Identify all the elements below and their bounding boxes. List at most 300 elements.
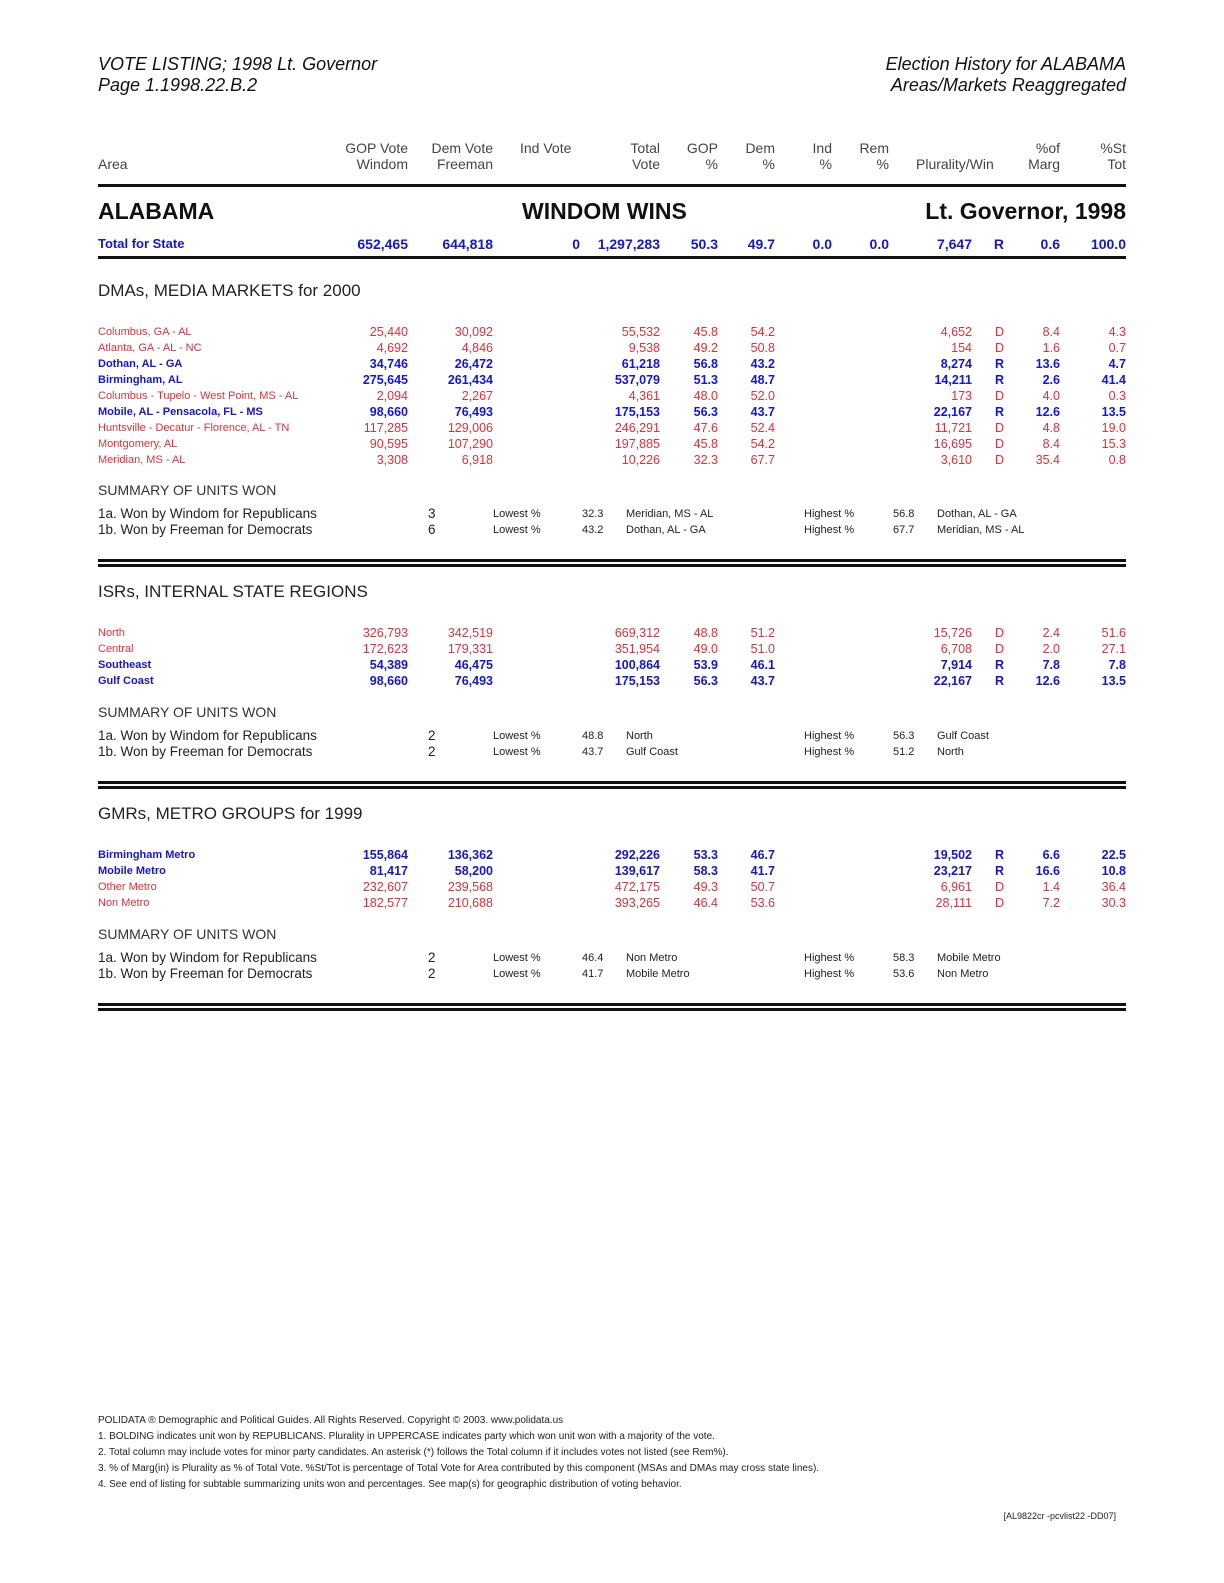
summary-row (98, 728, 1126, 744)
cell-margin-pct: 7.8 (1042, 658, 1060, 672)
cell-gop-vote: 172,623 (362, 642, 408, 656)
table-row (98, 372, 1126, 388)
cell-gop-pct: 58.3 (693, 864, 718, 878)
cell-dem-vote: 76,493 (454, 405, 493, 419)
cell-total-vote: 9,538 (628, 341, 660, 355)
highest-value: 67.7 (893, 524, 915, 536)
cell-total-vote: 246,291 (614, 421, 660, 435)
cell-party: D (994, 421, 1004, 435)
col-marg-2: Marg (1028, 156, 1060, 172)
table-row (98, 404, 1126, 420)
summary-label: 1b. Won by Freeman for Democrats (98, 966, 313, 981)
cell-gop-vote: 98,660 (369, 405, 408, 419)
cell-area: Mobile, AL - Pensacola, FL - MS (98, 406, 263, 418)
cell-party: D (994, 325, 1004, 339)
report-title: VOTE LISTING; 1998 Lt. Governor (98, 54, 378, 74)
highest-label: Highest % (804, 968, 855, 980)
lowest-value: 43.2 (582, 524, 604, 536)
summary-label: 1b. Won by Freeman for Democrats (98, 744, 313, 759)
summary-row (98, 950, 1126, 966)
lowest-area: Meridian, MS - AL (626, 508, 714, 520)
cell-party: D (994, 453, 1004, 467)
cell-area: Other Metro (98, 881, 157, 893)
cell-area: Mobile Metro (98, 865, 166, 877)
cell-area: Columbus - Tupelo - West Point, MS - AL (98, 390, 299, 402)
total-dem-pct: 49.7 (747, 236, 775, 252)
total-ind: 0 (572, 236, 580, 252)
cell-dem-vote: 4,846 (461, 341, 493, 355)
lowest-area: Gulf Coast (626, 746, 678, 758)
cell-plurality: 11,721 (934, 421, 972, 435)
total-plurality: 7,647 (936, 236, 972, 252)
copyright-note: POLIDATA ® Demographic and Political Guides. All Rights Reserved. Copyright © 2003. www.polidata.us (98, 1415, 564, 1426)
col-dem-vote-2: Freeman (436, 156, 493, 172)
cell-dem-vote: 46,475 (454, 658, 493, 672)
total-area: Total for State (98, 236, 185, 251)
section-divider-dma (98, 559, 1126, 567)
cell-margin-pct: 1.6 (1042, 341, 1060, 355)
cell-gop-pct: 53.9 (693, 658, 718, 672)
summary-count: 6 (428, 522, 436, 537)
cell-margin-pct: 2.4 (1042, 626, 1060, 640)
cell-area: Non Metro (98, 897, 150, 909)
lowest-area: Non Metro (626, 952, 678, 964)
col-total-2: Vote (631, 156, 660, 172)
cell-gop-vote: 4,692 (376, 341, 408, 355)
summary-title-dma: SUMMARY OF UNITS WON (98, 482, 277, 498)
section-title-isr: ISRs, INTERNAL STATE REGIONS (98, 582, 368, 601)
highest-label: Highest % (804, 524, 855, 536)
cell-dem-vote: 58,200 (454, 864, 493, 878)
summary-count: 2 (428, 950, 436, 965)
cell-gop-vote: 54,389 (369, 658, 408, 672)
cell-gop-vote: 326,793 (362, 626, 408, 640)
cell-party: D (994, 642, 1004, 656)
table-row (98, 324, 1126, 340)
cell-total-vote: 537,079 (614, 373, 660, 387)
lowest-area: Dothan, AL - GA (626, 524, 706, 536)
footnote-3: 3. % of Marg(in) is Plurality as % of Total Vote. %St/Tot is percentage of Total Vote for Area contributed by this component (MSAs and DMAs may cross state lines). (98, 1463, 820, 1474)
highest-value: 56.8 (893, 508, 915, 520)
table-row (98, 388, 1126, 404)
cell-dem-vote: 239,568 (447, 880, 493, 894)
col-ind-vote: Ind Vote (520, 140, 572, 156)
table-row (98, 847, 1126, 863)
cell-state-pct: 0.8 (1108, 453, 1126, 467)
col-rem-pct-1: Rem (859, 140, 889, 156)
col-total-1: Total (630, 140, 660, 156)
cell-plurality: 22,167 (933, 405, 972, 419)
summary-row (98, 966, 1126, 982)
cell-gop-vote: 117,285 (363, 421, 408, 435)
cell-party: R (994, 357, 1004, 371)
cell-gop-pct: 45.8 (693, 437, 718, 451)
cell-area: Meridian, MS - AL (98, 454, 186, 466)
cell-area: Birmingham, AL (98, 374, 183, 386)
footnote-4: 4. See end of listing for subtable summarizing units won and percentages. See map(s) for geographic distribution of voting behavior. (98, 1479, 682, 1490)
cell-gop-vote: 25,440 (369, 325, 408, 339)
cell-dem-vote: 136,362 (447, 848, 493, 862)
cell-party: D (994, 389, 1004, 403)
cell-gop-pct: 51.3 (693, 373, 718, 387)
cell-gop-pct: 46.4 (693, 896, 718, 910)
cell-party: R (994, 864, 1004, 878)
highest-value: 53.6 (893, 968, 915, 980)
cell-party: D (994, 437, 1004, 451)
cell-gop-pct: 47.6 (693, 421, 718, 435)
total-ind-pct: 0.0 (812, 236, 832, 252)
cell-plurality: 3,610 (940, 453, 972, 467)
cell-total-vote: 472,175 (614, 880, 660, 894)
cell-dem-pct: 52.4 (750, 421, 775, 435)
total-rem-pct: 0.0 (869, 236, 889, 252)
report-subject: Election History for ALABAMA (885, 54, 1126, 74)
cell-margin-pct: 12.6 (1035, 674, 1060, 688)
total-dem: 644,818 (442, 236, 493, 252)
summary-count: 2 (428, 728, 436, 743)
highest-value: 51.2 (893, 746, 915, 758)
cell-gop-vote: 34,746 (369, 357, 408, 371)
cell-area: Huntsville - Decatur - Florence, AL - TN (98, 422, 290, 434)
cell-dem-pct: 53.6 (750, 896, 775, 910)
cell-dem-vote: 2,267 (461, 389, 493, 403)
cell-dem-pct: 43.7 (750, 674, 775, 688)
cell-margin-pct: 13.6 (1035, 357, 1060, 371)
cell-plurality: 8,274 (940, 357, 972, 371)
col-st-2: Tot (1107, 156, 1126, 172)
cell-dem-pct: 67.7 (750, 453, 775, 467)
table-row (98, 863, 1126, 879)
cell-gop-vote: 2,094 (376, 389, 408, 403)
col-area: Area (98, 156, 128, 172)
cell-area: North (98, 627, 125, 639)
cell-party: R (994, 848, 1004, 862)
summary-count: 3 (428, 506, 436, 521)
highest-area: Meridian, MS - AL (937, 524, 1025, 536)
cell-area: Atlanta, GA - AL - NC (98, 342, 202, 354)
cell-gop-vote: 98,660 (369, 674, 408, 688)
lowest-value: 43.7 (582, 746, 604, 758)
cell-dem-vote: 107,290 (447, 437, 493, 451)
cell-dem-pct: 50.7 (750, 880, 775, 894)
summary-title-gmr: SUMMARY OF UNITS WON (98, 926, 277, 942)
cell-margin-pct: 12.6 (1035, 405, 1060, 419)
cell-area: Birmingham Metro (98, 849, 196, 861)
footnote-2: 2. Total column may include votes for minor party candidates. An asterisk (*) follows the Total column if it includes votes not listed (see Rem%). (98, 1447, 729, 1458)
cell-total-vote: 197,885 (614, 437, 660, 451)
cell-margin-pct: 8.4 (1042, 325, 1060, 339)
lowest-value: 32.3 (582, 508, 604, 520)
cell-dem-pct: 52.0 (750, 389, 775, 403)
cell-party: R (994, 405, 1004, 419)
cell-dem-pct: 51.2 (750, 626, 775, 640)
cell-party: D (994, 626, 1004, 640)
col-dem-pct-1: Dem (745, 140, 775, 156)
highest-area: Mobile Metro (937, 952, 1001, 964)
summary-label: 1a. Won by Windom for Republicans (98, 950, 317, 965)
race-title: Lt. Governor, 1998 (925, 198, 1126, 224)
table-row (98, 452, 1126, 468)
cell-plurality: 14,211 (934, 373, 972, 387)
footnote-1: 1. BOLDING indicates unit won by REPUBLICANS. Plurality in UPPERCASE indicates party which won unit won with a majority of the vote. (98, 1431, 715, 1442)
cell-plurality: 16,695 (933, 437, 972, 451)
cell-dem-pct: 46.7 (750, 848, 775, 862)
lowest-value: 48.8 (582, 730, 604, 742)
col-ind-pct-2: % (819, 156, 832, 172)
highest-label: Highest % (804, 730, 855, 742)
cell-plurality: 23,217 (933, 864, 972, 878)
total-gop-pct: 50.3 (690, 236, 718, 252)
summary-label: 1a. Won by Windom for Republicans (98, 728, 317, 743)
col-dem-vote-1: Dem Vote (431, 140, 493, 156)
cell-gop-pct: 53.3 (693, 848, 718, 862)
cell-total-vote: 175,153 (614, 674, 660, 688)
col-gop-vote-2: Windom (356, 156, 408, 172)
summary-row (98, 506, 1126, 522)
page-reference: Page 1.1998.22.B.2 (98, 75, 258, 95)
cell-state-pct: 0.7 (1108, 341, 1126, 355)
cell-party: R (994, 658, 1004, 672)
cell-gop-vote: 81,417 (369, 864, 408, 878)
highest-value: 58.3 (893, 952, 915, 964)
cell-total-vote: 61,218 (621, 357, 660, 371)
lowest-value: 46.4 (582, 952, 604, 964)
highest-area: North (937, 746, 964, 758)
summary-label: 1a. Won by Windom for Republicans (98, 506, 317, 521)
col-gop-vote-1: GOP Vote (345, 140, 408, 156)
cell-state-pct: 41.4 (1101, 373, 1126, 387)
highest-value: 56.3 (893, 730, 915, 742)
cell-margin-pct: 4.0 (1042, 389, 1060, 403)
highest-label: Highest % (804, 746, 855, 758)
cell-dem-vote: 342,519 (447, 626, 493, 640)
cell-dem-pct: 43.7 (750, 405, 775, 419)
cell-dem-pct: 54.2 (750, 437, 775, 451)
cell-state-pct: 13.5 (1101, 674, 1126, 688)
cell-total-vote: 139,617 (614, 864, 660, 878)
col-plurality: Plurality/Win (916, 156, 994, 172)
cell-state-pct: 51.6 (1101, 626, 1126, 640)
col-ind-pct-1: Ind (812, 140, 832, 156)
cell-gop-vote: 3,308 (376, 453, 408, 467)
cell-gop-pct: 48.0 (693, 389, 718, 403)
table-row (98, 340, 1126, 356)
cell-gop-vote: 90,595 (369, 437, 408, 451)
cell-total-vote: 292,226 (614, 848, 660, 862)
cell-plurality: 6,961 (940, 880, 972, 894)
cell-area: Southeast (98, 659, 152, 671)
highest-label: Highest % (804, 508, 855, 520)
table-row (98, 879, 1126, 895)
cell-area: Dothan, AL - GA (98, 358, 183, 370)
cell-margin-pct: 1.4 (1042, 880, 1060, 894)
table-row (98, 641, 1126, 657)
cell-plurality: 173 (951, 389, 972, 403)
col-rem-pct-2: % (876, 156, 889, 172)
col-dem-pct-2: % (762, 156, 775, 172)
cell-state-pct: 0.3 (1108, 389, 1126, 403)
cell-total-vote: 10,226 (621, 453, 660, 467)
total-vote: 1,297,283 (597, 236, 660, 252)
cell-state-pct: 22.5 (1101, 848, 1126, 862)
cell-party: D (994, 341, 1004, 355)
col-gop-pct-1: GOP (686, 140, 718, 156)
cell-plurality: 15,726 (933, 626, 972, 640)
lowest-label: Lowest % (493, 730, 541, 742)
lowest-label: Lowest % (493, 524, 541, 536)
column-headers (98, 140, 1126, 176)
highest-area: Dothan, AL - GA (937, 508, 1017, 520)
cell-gop-pct: 56.3 (693, 405, 718, 419)
section-title-gmr: GMRs, METRO GROUPS for 1999 (98, 804, 363, 823)
cell-area: Gulf Coast (98, 675, 154, 687)
cell-total-vote: 100,864 (614, 658, 660, 672)
cell-gop-pct: 49.3 (693, 880, 718, 894)
cell-plurality: 7,914 (940, 658, 972, 672)
lowest-label: Lowest % (493, 952, 541, 964)
table-row (98, 356, 1126, 372)
table-row (98, 895, 1126, 911)
lowest-label: Lowest % (493, 746, 541, 758)
cell-margin-pct: 35.4 (1035, 453, 1060, 467)
cell-margin-pct: 4.8 (1042, 421, 1060, 435)
winner-banner: WINDOM WINS (522, 198, 687, 224)
lowest-area: Mobile Metro (626, 968, 690, 980)
cell-dem-vote: 76,493 (454, 674, 493, 688)
total-st: 100.0 (1090, 236, 1126, 252)
cell-dem-vote: 179,331 (447, 642, 493, 656)
cell-state-pct: 7.8 (1108, 658, 1126, 672)
cell-state-pct: 15.3 (1101, 437, 1126, 451)
cell-plurality: 22,167 (933, 674, 972, 688)
cell-gop-vote: 182,577 (362, 896, 408, 910)
cell-dem-pct: 43.2 (750, 357, 775, 371)
cell-total-vote: 393,265 (614, 896, 660, 910)
cell-gop-pct: 56.8 (693, 357, 718, 371)
cell-total-vote: 669,312 (614, 626, 660, 640)
cell-total-vote: 55,532 (621, 325, 660, 339)
cell-margin-pct: 7.2 (1042, 896, 1060, 910)
total-rule (98, 256, 1126, 259)
cell-margin-pct: 6.6 (1042, 848, 1060, 862)
cell-dem-vote: 6,918 (461, 453, 493, 467)
total-gop: 652,465 (357, 236, 408, 252)
cell-plurality: 28,111 (935, 896, 972, 910)
cell-party: R (994, 373, 1004, 387)
col-gop-pct-2: % (705, 156, 718, 172)
cell-dem-vote: 261,434 (447, 373, 493, 387)
cell-state-pct: 10.8 (1101, 864, 1126, 878)
cell-plurality: 6,708 (940, 642, 972, 656)
footnotes (98, 1413, 819, 1493)
summary-label: 1b. Won by Freeman for Democrats (98, 522, 313, 537)
summary-title-isr: SUMMARY OF UNITS WON (98, 704, 277, 720)
cell-dem-vote: 30,092 (454, 325, 493, 339)
cell-gop-vote: 275,645 (362, 373, 408, 387)
cell-gop-pct: 32.3 (693, 453, 718, 467)
cell-party: D (994, 880, 1004, 894)
cell-margin-pct: 16.6 (1035, 864, 1060, 878)
cell-dem-vote: 129,006 (447, 421, 493, 435)
summary-row (98, 522, 1126, 538)
total-row (98, 236, 1126, 252)
table-row (98, 657, 1126, 673)
cell-gop-pct: 49.2 (693, 341, 718, 355)
highest-area: Gulf Coast (937, 730, 989, 742)
lowest-label: Lowest % (493, 508, 541, 520)
cell-gop-pct: 45.8 (693, 325, 718, 339)
cell-gop-pct: 56.3 (693, 674, 718, 688)
section-title-dma: DMAs, MEDIA MARKETS for 2000 (98, 281, 361, 300)
header-rule (98, 184, 1126, 187)
lowest-area: North (626, 730, 653, 742)
table-row (98, 625, 1126, 641)
section-divider-gmr (98, 1003, 1126, 1011)
cell-state-pct: 27.1 (1101, 642, 1126, 656)
state-name: ALABAMA (98, 198, 215, 224)
document-id: [AL9822cr -pcvlist22 -DD07] (1003, 1511, 1116, 1521)
cell-area: Columbus, GA - AL (98, 326, 192, 338)
cell-dem-pct: 41.7 (750, 864, 775, 878)
cell-gop-vote: 232,607 (362, 880, 408, 894)
cell-dem-pct: 46.1 (750, 658, 775, 672)
section-divider-isr (98, 781, 1126, 789)
total-party: R (993, 236, 1004, 252)
cell-state-pct: 36.4 (1101, 880, 1126, 894)
report-header-right (886, 54, 1126, 96)
report-scope: Areas/Markets Reaggregated (890, 75, 1126, 95)
cell-total-vote: 175,153 (614, 405, 660, 419)
cell-plurality: 4,652 (940, 325, 972, 339)
cell-margin-pct: 2.0 (1042, 642, 1060, 656)
cell-state-pct: 19.0 (1101, 421, 1126, 435)
cell-gop-vote: 155,864 (362, 848, 408, 862)
summary-count: 2 (428, 966, 436, 981)
cell-area: Central (98, 643, 134, 655)
cell-plurality: 19,502 (933, 848, 972, 862)
cell-dem-pct: 51.0 (750, 642, 775, 656)
cell-margin-pct: 8.4 (1042, 437, 1060, 451)
cell-total-vote: 4,361 (628, 389, 660, 403)
cell-area: Montgomery, AL (98, 438, 178, 450)
col-st-1: %St (1100, 140, 1126, 156)
cell-state-pct: 4.7 (1108, 357, 1126, 371)
summary-row (98, 744, 1126, 760)
cell-plurality: 154 (951, 341, 972, 355)
cell-dem-pct: 50.8 (750, 341, 775, 355)
cell-total-vote: 351,954 (614, 642, 660, 656)
total-marg: 0.6 (1040, 236, 1060, 252)
report-header-left (98, 54, 377, 96)
lowest-label: Lowest % (493, 968, 541, 980)
cell-dem-vote: 210,688 (447, 896, 493, 910)
cell-party: R (994, 674, 1004, 688)
cell-dem-pct: 54.2 (750, 325, 775, 339)
lowest-value: 41.7 (582, 968, 604, 980)
table-row (98, 420, 1126, 436)
cell-state-pct: 4.3 (1108, 325, 1126, 339)
highest-label: Highest % (804, 952, 855, 964)
highest-area: Non Metro (937, 968, 989, 980)
cell-gop-pct: 48.8 (693, 626, 718, 640)
cell-state-pct: 30.3 (1101, 896, 1126, 910)
cell-dem-pct: 48.7 (750, 373, 775, 387)
col-marg-1: %of (1035, 140, 1060, 156)
cell-gop-pct: 49.0 (693, 642, 718, 656)
cell-party: D (994, 896, 1004, 910)
summary-count: 2 (428, 744, 436, 759)
cell-state-pct: 13.5 (1101, 405, 1126, 419)
